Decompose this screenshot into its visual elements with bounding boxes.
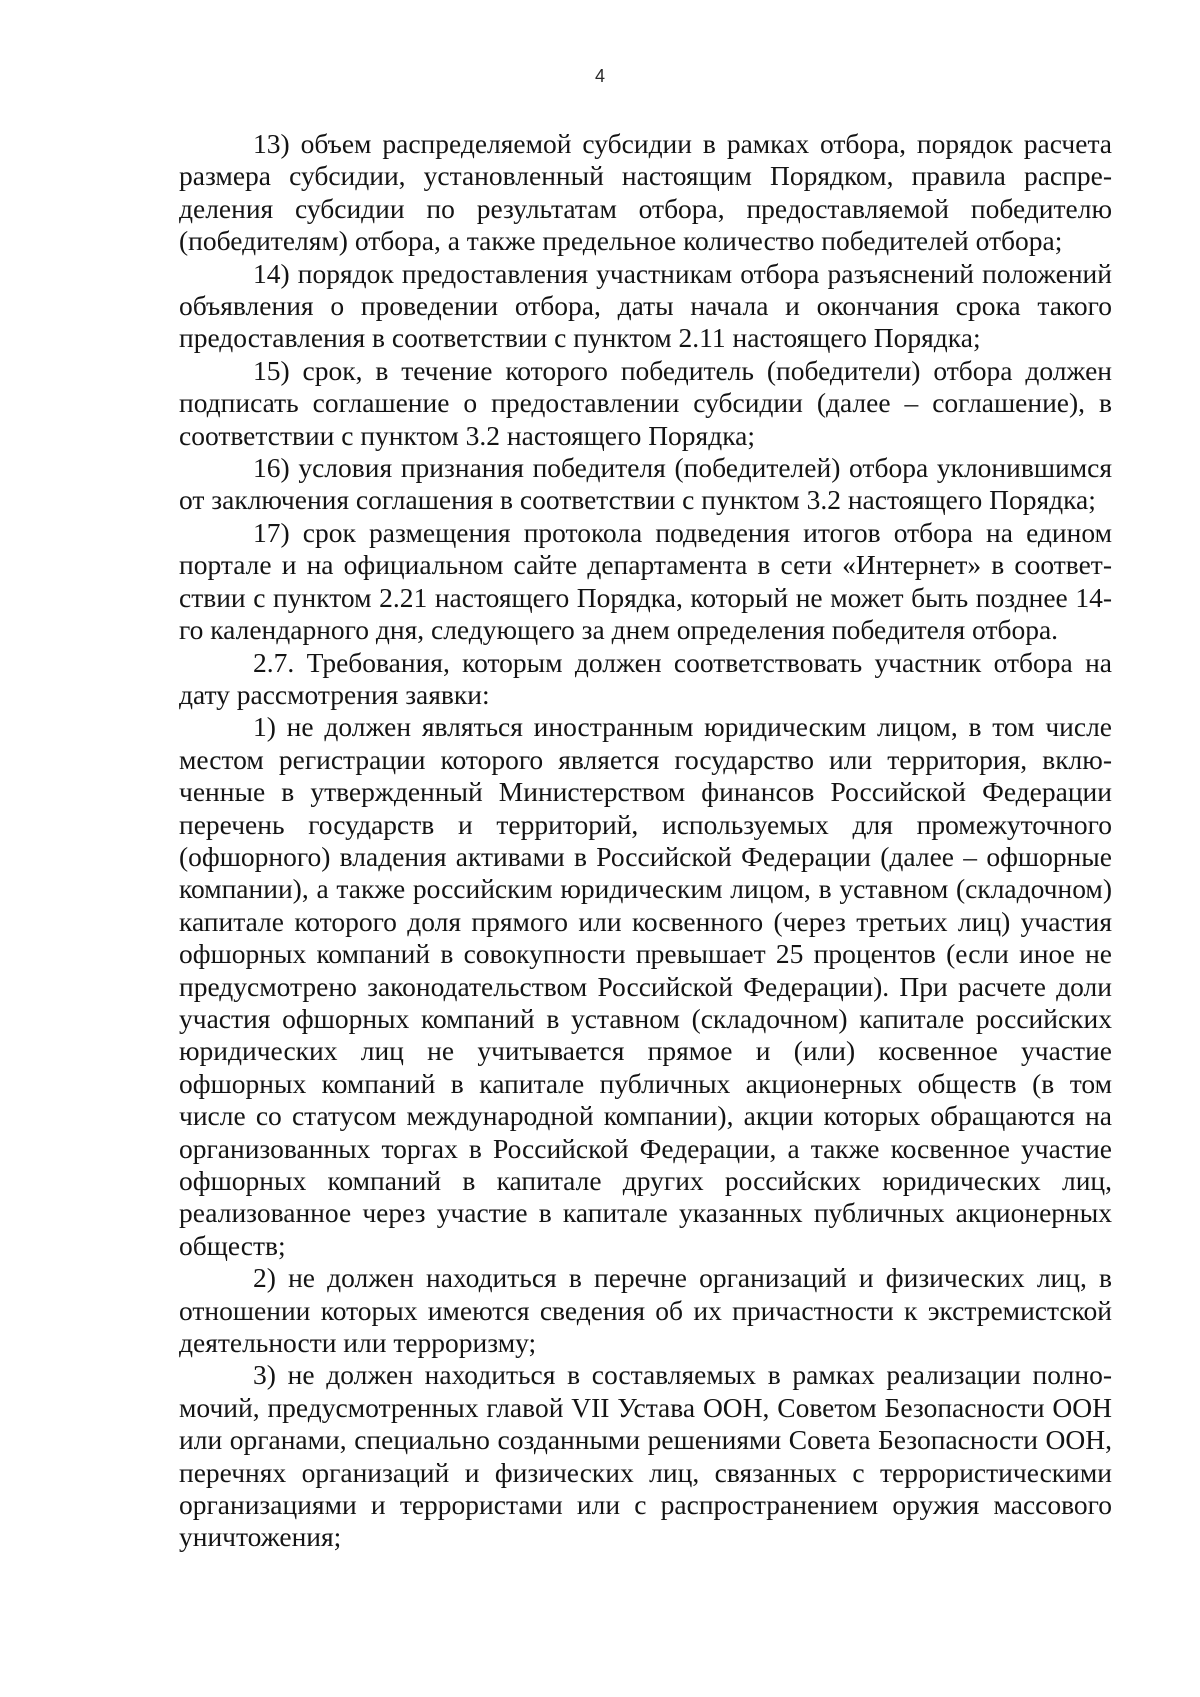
document-body — [179, 128, 1112, 1554]
paragraph-item-13: 13) объем распределяемой субсидии в рамках отбора, порядок расчета размера субсидии, установленный настоящим Порядком, правила распределения субсидии по результатам отбора, предоставляемой победителю (победителям) отбора, а также предельное количество победителей отбора; — [179, 128, 1112, 257]
paragraph-item-14: 14) порядок предоставления участникам отбора разъяснений положений объявления о проведении отбора, даты начала и окончания срока такого предоставления в соответствии с пунктом 2.11 настоящего Порядка; — [179, 257, 1112, 354]
requirement-item-1: 1) не должен являться иностранным юридическим лицом, в том числе местом регистрации которого является государство или территория, включенные в утвержденный Министерством финансов Российской Федерации перечень государств и территорий, используемых для промежуточного (офшорного) владения активами в Российской Федерации (далее – офшорные компании), а также российским юридическим лицом, в уставном (складочном) капитале которого доля прямого или косвенного (через третьих лиц) участия офшорных компаний в совокупности превышает 25 процентов (если иное не предусмотрено законодательством Российской Федерации). При расчете доли участия офшорных компаний в уставном (складочном) капитале российских юридических лиц не учитывается прямое и (или) косвенное участие офшорных компаний в капитале публичных акционерных обществ (в том числе со статусом международной компании), акции которых обращаются на организованных торгах в Российской Федерации, а также косвенное участие офшорных компаний в капитале других российских юридических лиц, реализованное через участие в капитале указанных публичных акционерных обществ; — [179, 711, 1112, 1261]
requirement-item-3: 3) не должен находиться в составляемых в рамках реализации полномочий, предусмотренных главой VII Устава ООН, Советом Безопасности ООН или органами, специально созданными решениями Совета Безопасности ООН, перечнях организаций и физических лиц, связанных с террористическими организациями и террористами или с распространением оружия массового уничтожения; — [179, 1359, 1112, 1553]
page-number: 4 — [594, 66, 605, 86]
paragraph-item-17: 17) срок размещения протокола подведения итогов отбора на едином портале и на официальном сайте департамента в сети «Интернет» в соответствии с пунктом 2.21 настоящего Порядка, который не может быть позднее 14-го календарного дня, следующего за днем определения победителя отбора. — [179, 516, 1112, 646]
paragraph-item-15: 15) срок, в течение которого победитель (победители) отбора должен подписать соглашение о предоставлении субсидии (далее – соглашение), в соответствии с пунктом 3.2 настоящего Порядка; — [179, 354, 1112, 451]
paragraph-item-16: 16) условия признания победителя (победителей) отбора уклонившимся от заключения соглашения в соответствии с пунктом 3.2 настоящего Порядка; — [179, 452, 1112, 516]
requirement-item-2: 2) не должен находиться в перечне организаций и физических лиц, в отношении которых имеются сведения об их причастности к экстремистской деятельности или терроризму; — [179, 1262, 1112, 1359]
section-2-7-heading: 2.7. Требования, которым должен соответствовать участник отбора на дату рассмотрения заявки: — [179, 646, 1112, 710]
